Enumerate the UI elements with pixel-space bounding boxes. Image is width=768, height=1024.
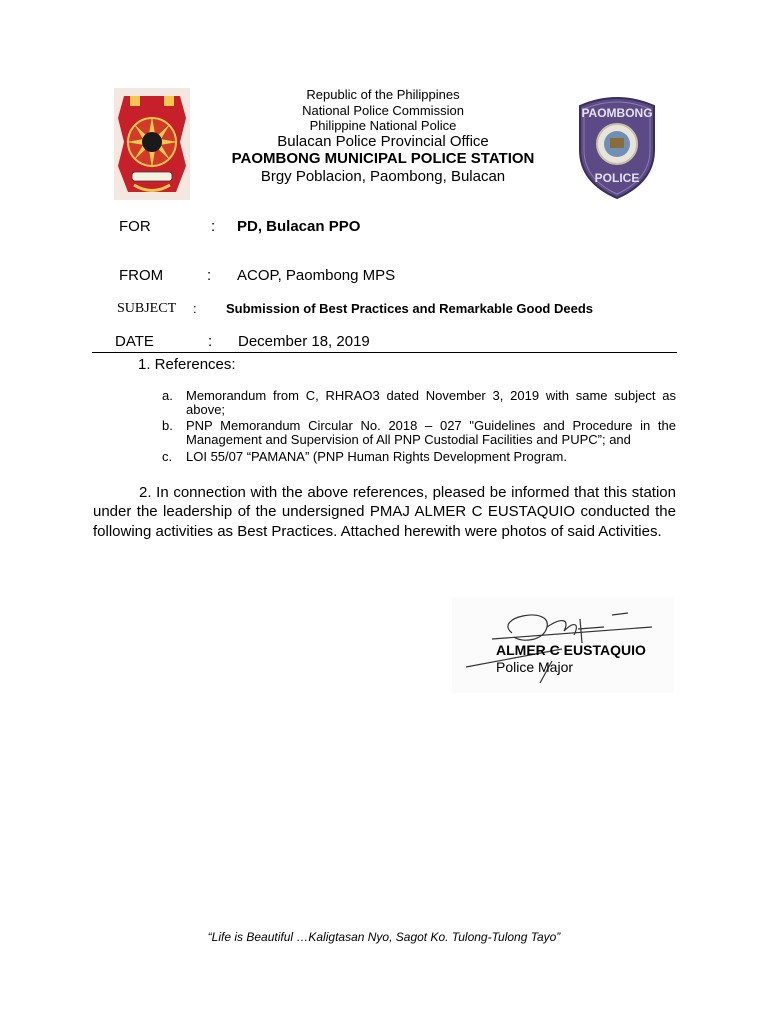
date-value: December 18, 2019	[238, 333, 370, 350]
reference-item	[162, 389, 676, 417]
pnp-seal-logo	[114, 88, 190, 200]
reference-letter: b.	[162, 418, 173, 433]
for-label: FOR	[119, 218, 151, 235]
reference-letter: a.	[162, 388, 173, 403]
reference-text: PNP Memorandum Circular No. 2018 – 027 "Guidelines and Procedure in the Management and Supervision of All PNP Custodial Facilities and PUPC”; and	[186, 418, 676, 447]
for-value: PD, Bulacan PPO	[237, 218, 361, 235]
reference-item	[162, 450, 676, 464]
date-colon: :	[208, 333, 213, 350]
subject-value: Submission of Best Practices and Remarkable Good Deeds	[226, 301, 594, 316]
header-station-name: PAOMBONG MUNICIPAL POLICE STATION	[231, 150, 535, 167]
from-colon: :	[207, 267, 212, 284]
reference-item	[162, 419, 676, 447]
signatory-name: ALMER C EUSTAQUIO	[496, 642, 646, 658]
subject-label: SUBJECT	[117, 301, 177, 316]
header-republic: Republic of the Philippines	[306, 87, 460, 102]
header-napolcom: National Police Commission	[302, 103, 464, 118]
header-address: Brgy Poblacion, Paombong, Bulacan	[260, 168, 506, 185]
footer-motto: “Life is Beautiful …Kaligtasan Nyo, Sagot Ko. Tulong-Tulong Tayo”	[207, 930, 561, 944]
body-paragraph: 2. In connection with the above references, pleased be informed that this station under the leadership of the undersigned PMAJ ALMER C EUSTAQUIO conducted the following activities as Best Practices. Attached herewith were photos of said Activities.	[93, 484, 676, 540]
signatory-rank: Police Major	[496, 659, 574, 675]
svg-text:POLICE: POLICE	[594, 171, 640, 185]
from-label: FROM	[119, 267, 164, 284]
references-heading: 1. References:	[138, 356, 236, 373]
header-divider-line	[92, 352, 677, 353]
reference-letter: c.	[162, 449, 173, 464]
from-value: ACOP, Paombong MPS	[237, 267, 396, 284]
svg-text:PAOMBONG: PAOMBONG	[581, 106, 653, 120]
date-label: DATE	[115, 333, 154, 350]
reference-text: LOI 55/07 “PAMANA” (PNP Human Rights Development Program.	[186, 449, 567, 464]
paombong-police-patch-logo	[574, 92, 660, 200]
for-colon: :	[211, 218, 216, 235]
reference-text: Memorandum from C, RHRAO3 dated November 3, 2019 with same subject as above;	[186, 388, 676, 417]
subject-colon: :	[193, 301, 197, 316]
header-provincial-office: Bulacan Police Provincial Office	[277, 133, 489, 150]
header-pnp: Philippine National Police	[309, 118, 457, 133]
